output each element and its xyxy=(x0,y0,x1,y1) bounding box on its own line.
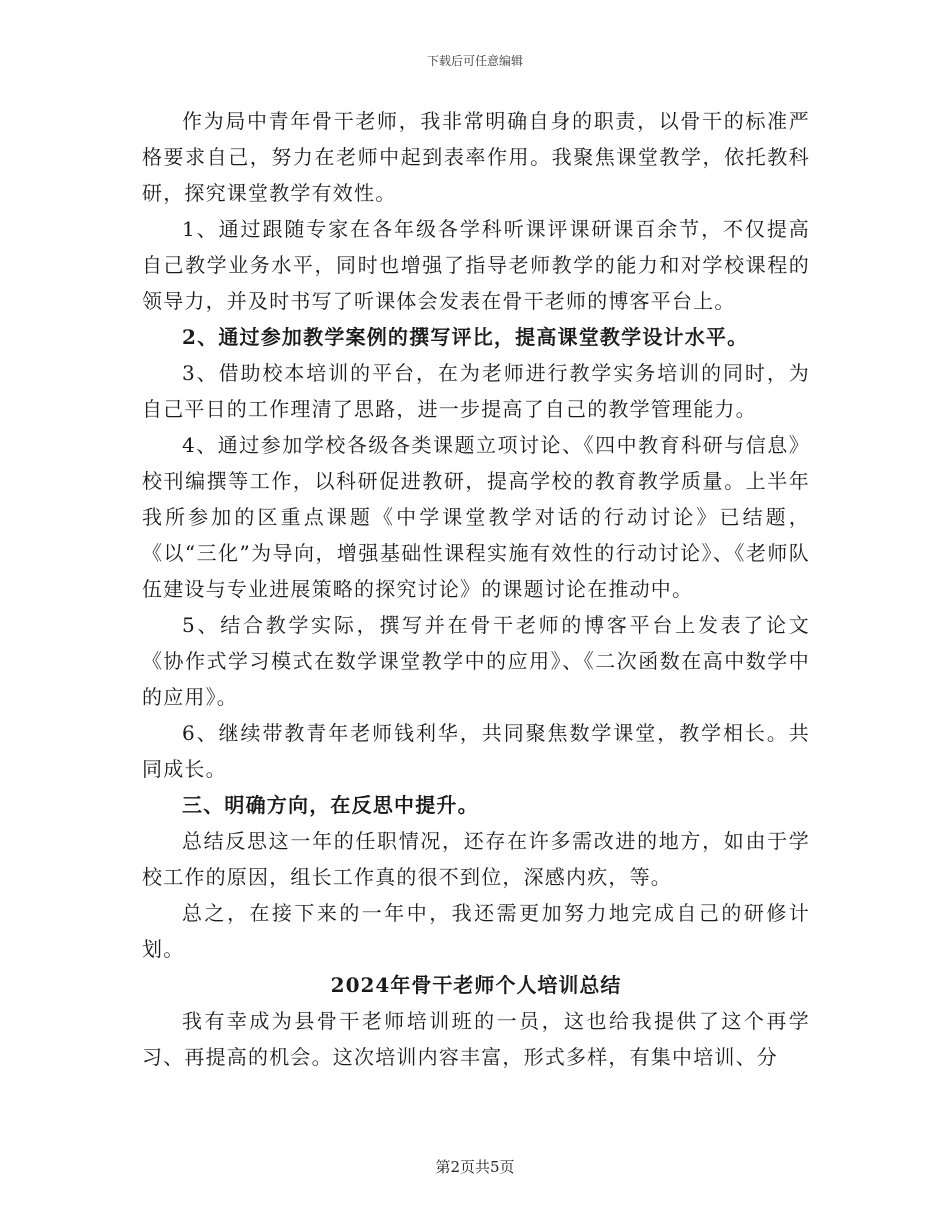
paragraph-item-2: 2、通过参加教学案例的撰写评比，提高课堂教学设计水平。 xyxy=(182,325,749,349)
page-number: 第2页共5页 xyxy=(435,1158,515,1176)
paragraph-item-4: 4、通过参加学校各级各类课题立项讨论、《四中教育科研与信息》校刊编撰等工作，以科研促进教研，提高学校的教育教学质量。上半年我所参加的区重点课题《中学课堂教学对话的行动讨论》已结题，《以“三化”为导向，增强基础性课程实施有效性的行动讨论》、《老师队伍建设与专业进展策略的探究讨论》的课题讨论在推动中。 xyxy=(142,433,810,601)
paragraph-training-intro: 我有幸成为县骨干老师培训班的一员，这也给我提供了这个再学习、再提高的机会。这次培训内容丰富，形式多样，有集中培训、分 xyxy=(142,1009,810,1069)
paragraph-item-6: 6、继续带教青年老师钱利华，共同聚焦数学课堂，教学相长。共同成长。 xyxy=(142,721,810,781)
page-header-note: 下载后可任意编辑 xyxy=(426,54,523,68)
paragraph-reflection: 总结反思这一年的任职情况，还存在许多需改进的地方，如由于学校工作的原因，组长工作真的很不到位，深感内疚，等。 xyxy=(142,829,810,889)
document-body xyxy=(142,103,810,1075)
paragraph-item-5: 5、结合教学实际，撰写并在骨干老师的博客平台上发表了论文《协作式学习模式在数学课堂教学中的应用》、《二次函数在高中数学中的应用》。 xyxy=(142,613,810,709)
paragraph-item-1: 1、通过跟随专家在各年级各学科听课评课研课百余节，不仅提高自己教学业务水平，同时也增强了指导老师教学的能力和对学校课程的领导力，并及时书写了听课体会发表在骨干老师的博客平台上。 xyxy=(142,217,810,313)
paragraph-item-3: 3、借助校本培训的平台，在为老师进行教学实务培训的同时，为自己平日的工作理清了思路，进一步提高了自己的教学管理能力。 xyxy=(142,361,810,421)
section-heading-three: 三、明确方向，在反思中提升。 xyxy=(182,793,479,817)
document-title: 2024年骨干老师个人培训总结 xyxy=(330,973,622,997)
paragraph-conclusion: 总之，在接下来的一年中，我还需更加努力地完成自己的研修计划。 xyxy=(142,901,810,961)
paragraph-intro: 作为局中青年骨干老师，我非常明确自身的职责，以骨干的标准严格要求自己，努力在老师中起到表率作用。我聚焦课堂教学，依托教科研，探究课堂教学有效性。 xyxy=(142,109,810,205)
